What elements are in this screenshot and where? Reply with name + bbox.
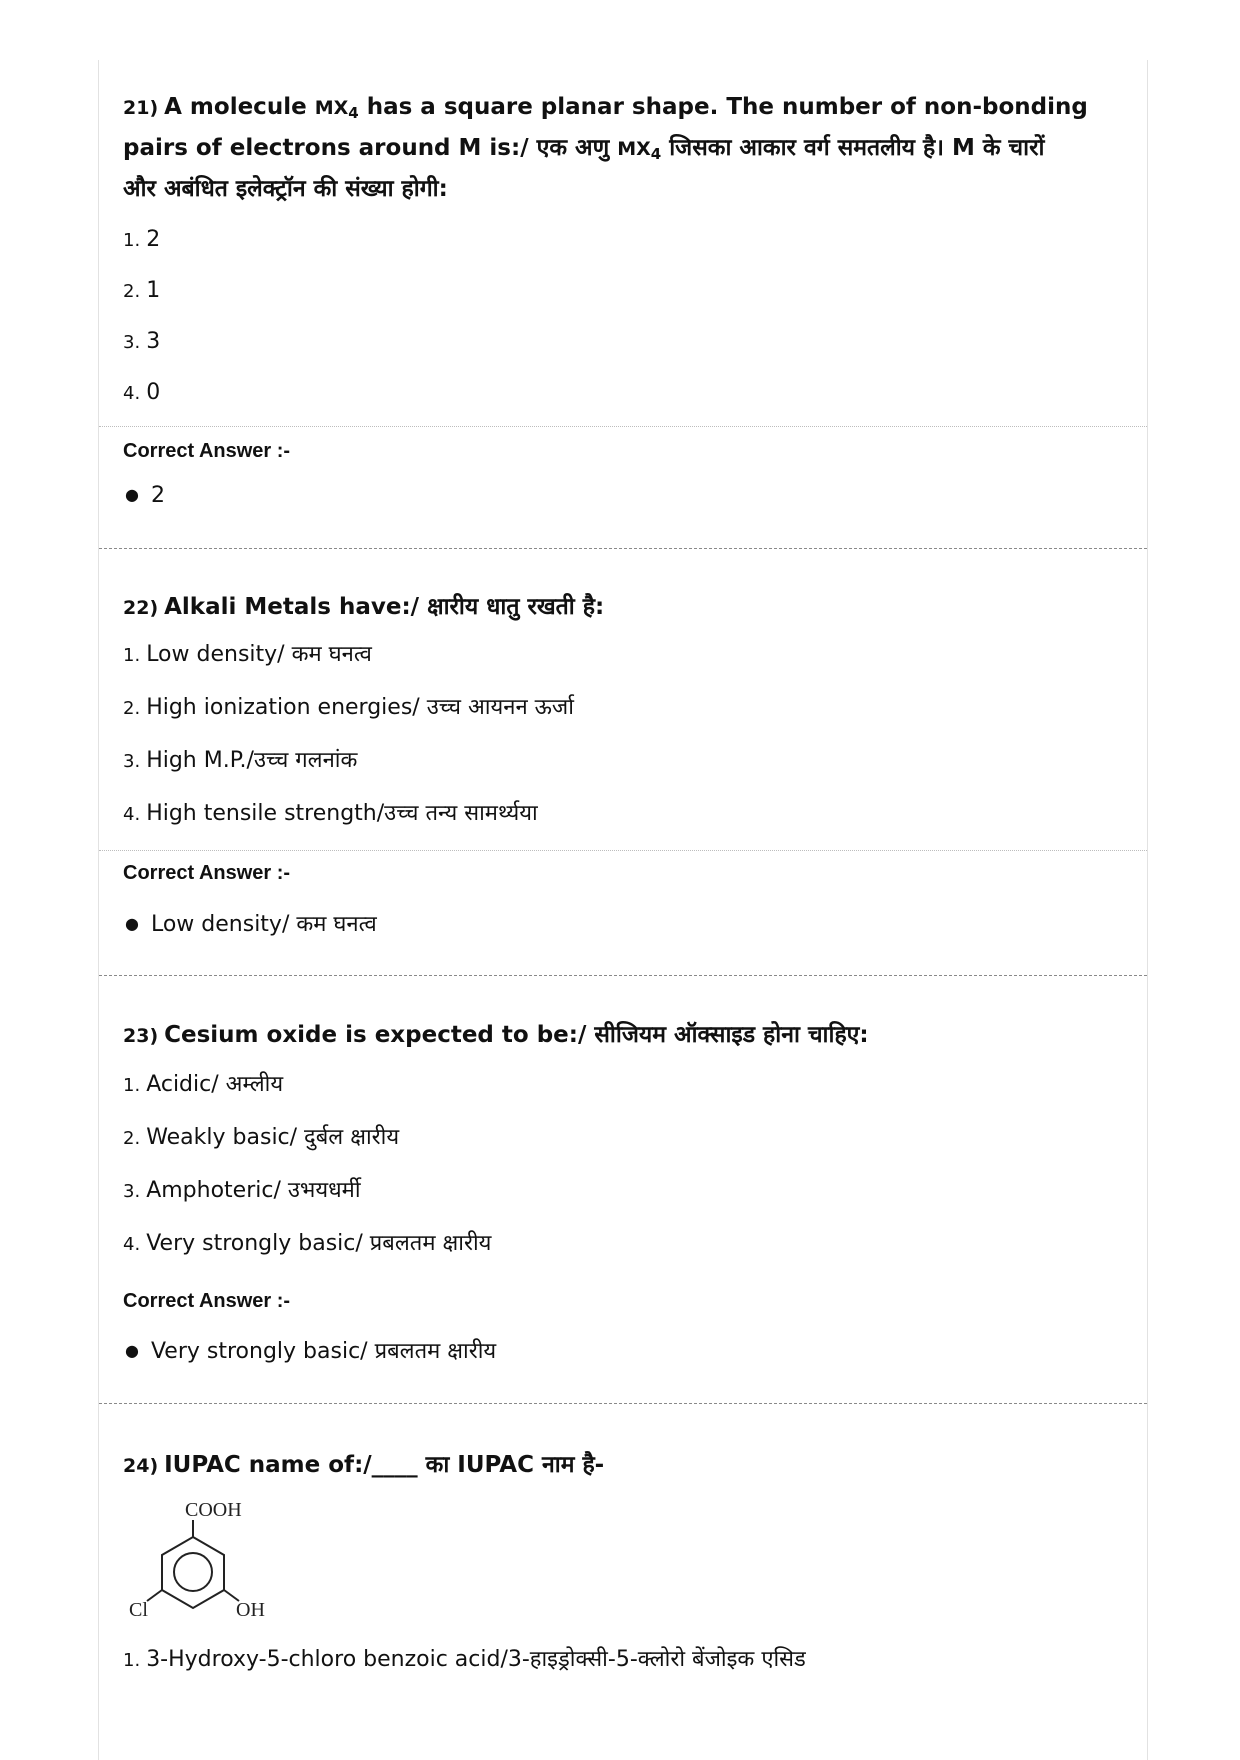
title-text: Alkali Metals have:/ क्षारीय धातु रखती है:: [164, 594, 605, 620]
option-text: Weakly basic/ दुर्बल क्षारीय: [146, 1125, 400, 1150]
option-item[interactable]: [123, 1229, 491, 1260]
correct-answer-label: Correct Answer :-: [123, 1290, 291, 1312]
option-text: 2: [146, 227, 161, 252]
correct-answer: ● Very strongly basic/ प्रबलतम क्षारीय: [125, 1339, 497, 1364]
option-text: 3: [146, 329, 161, 354]
option-number: 1.: [123, 1650, 141, 1671]
option-item[interactable]: [123, 799, 538, 830]
question-separator: [99, 548, 1147, 549]
question-title: [123, 90, 1123, 207]
title-text: pairs of electrons around M is:/ एक अणु: [123, 135, 618, 161]
correct-answer-label: Correct Answer :-: [123, 862, 291, 884]
option-number: 2.: [123, 1128, 141, 1149]
cooh-label: COOH: [185, 1500, 242, 1521]
cl-label: Cl: [129, 1599, 148, 1621]
correct-answer-label: Correct Answer :-: [123, 440, 291, 462]
option-text: Acidic/ अम्लीय: [146, 1072, 284, 1097]
question-24: [123, 1448, 1123, 1484]
option-number: 3.: [123, 332, 141, 353]
title-text: जिसका आकार वर्ग समतलीय है। M के चारों: [661, 135, 1045, 161]
question-separator: [99, 975, 1147, 976]
title-text: IUPAC name of:/____ का IUPAC नाम है-: [164, 1452, 605, 1478]
title-text: A molecule: [164, 94, 315, 120]
chemical-structure-image: [123, 1500, 303, 1625]
question-number: 24): [123, 1455, 159, 1477]
option-text: High tensile strength/उच्च तन्य सामर्थ्यया: [146, 801, 538, 826]
correct-answer: ● Low density/ कम घनत्व: [125, 912, 377, 937]
option-item[interactable]: [123, 1645, 806, 1676]
option-item[interactable]: [123, 276, 160, 307]
title-text: has a square planar shape. The number of non-bonding: [358, 94, 1088, 120]
divider: [99, 426, 1147, 427]
option-number: 1.: [123, 230, 141, 251]
option-number: 3.: [123, 1181, 141, 1202]
formula-subscript: 4: [348, 104, 359, 122]
option-number: 4.: [123, 1234, 141, 1255]
option-text: High M.P./उच्च गलनांक: [146, 748, 358, 773]
option-item[interactable]: [123, 1123, 399, 1154]
option-text: 1: [146, 278, 161, 303]
correct-answer-text: 2: [150, 483, 165, 508]
option-number: 1.: [123, 1075, 141, 1096]
question-number: 23): [123, 1025, 159, 1047]
option-number: 1.: [123, 645, 141, 666]
aromatic-circle: [174, 1553, 212, 1591]
formula-text: MX: [314, 97, 349, 119]
question-separator: [99, 1403, 1147, 1404]
option-number: 2.: [123, 281, 141, 302]
option-item[interactable]: [123, 1070, 283, 1101]
title-text: और अबंधित इलेक्ट्रॉन की संख्या होगी:: [123, 176, 448, 202]
correct-answer-text: Low density/ कम घनत्व: [150, 912, 377, 937]
correct-answer: ● 2: [125, 483, 165, 508]
option-text: 3-Hydroxy-5-chloro benzoic acid/3-हाइड्रोक्सी-5-क्लोरो बेंजोइक एसिड: [146, 1647, 806, 1672]
question-22: [123, 590, 1123, 626]
option-item[interactable]: [123, 1176, 361, 1207]
oh-label: OH: [236, 1599, 265, 1621]
benzene-ring: [162, 1537, 224, 1608]
option-item[interactable]: [123, 378, 160, 409]
option-number: 4.: [123, 383, 141, 404]
option-item[interactable]: [123, 327, 160, 358]
option-number: 2.: [123, 698, 141, 719]
document-page: [98, 60, 1148, 1760]
option-item[interactable]: [123, 746, 357, 777]
option-number: 3.: [123, 751, 141, 772]
option-text: High ionization energies/ उच्च आयनन ऊर्जा: [146, 695, 574, 720]
option-text: Very strongly basic/ प्रबलतम क्षारीय: [146, 1231, 492, 1256]
question-number: 22): [123, 597, 159, 619]
formula-text: MX: [617, 138, 651, 160]
title-text: Cesium oxide is expected to be:: [164, 1022, 578, 1048]
title-hindi-text: / सीजियम ऑक्साइड होना चाहिए:: [577, 1022, 869, 1048]
option-number: 4.: [123, 804, 141, 825]
question-title: [123, 590, 1123, 626]
correct-answer-text: Very strongly basic/ प्रबलतम क्षारीय: [150, 1339, 497, 1364]
question-title: [123, 1018, 1123, 1054]
option-item[interactable]: [123, 225, 160, 256]
question-21: [123, 90, 1123, 207]
option-item[interactable]: [123, 640, 372, 671]
option-text: Amphoteric/ उभयधर्मी: [146, 1178, 361, 1203]
option-text: Low density/ कम घनत्व: [146, 642, 372, 667]
bond-cl: [147, 1590, 162, 1601]
option-text: 0: [146, 380, 161, 405]
divider: [99, 850, 1147, 851]
formula-subscript: 4: [650, 145, 662, 163]
question-23: [123, 1018, 1123, 1054]
option-item[interactable]: [123, 693, 574, 724]
question-title: [123, 1448, 1123, 1484]
question-number: 21): [123, 97, 159, 119]
